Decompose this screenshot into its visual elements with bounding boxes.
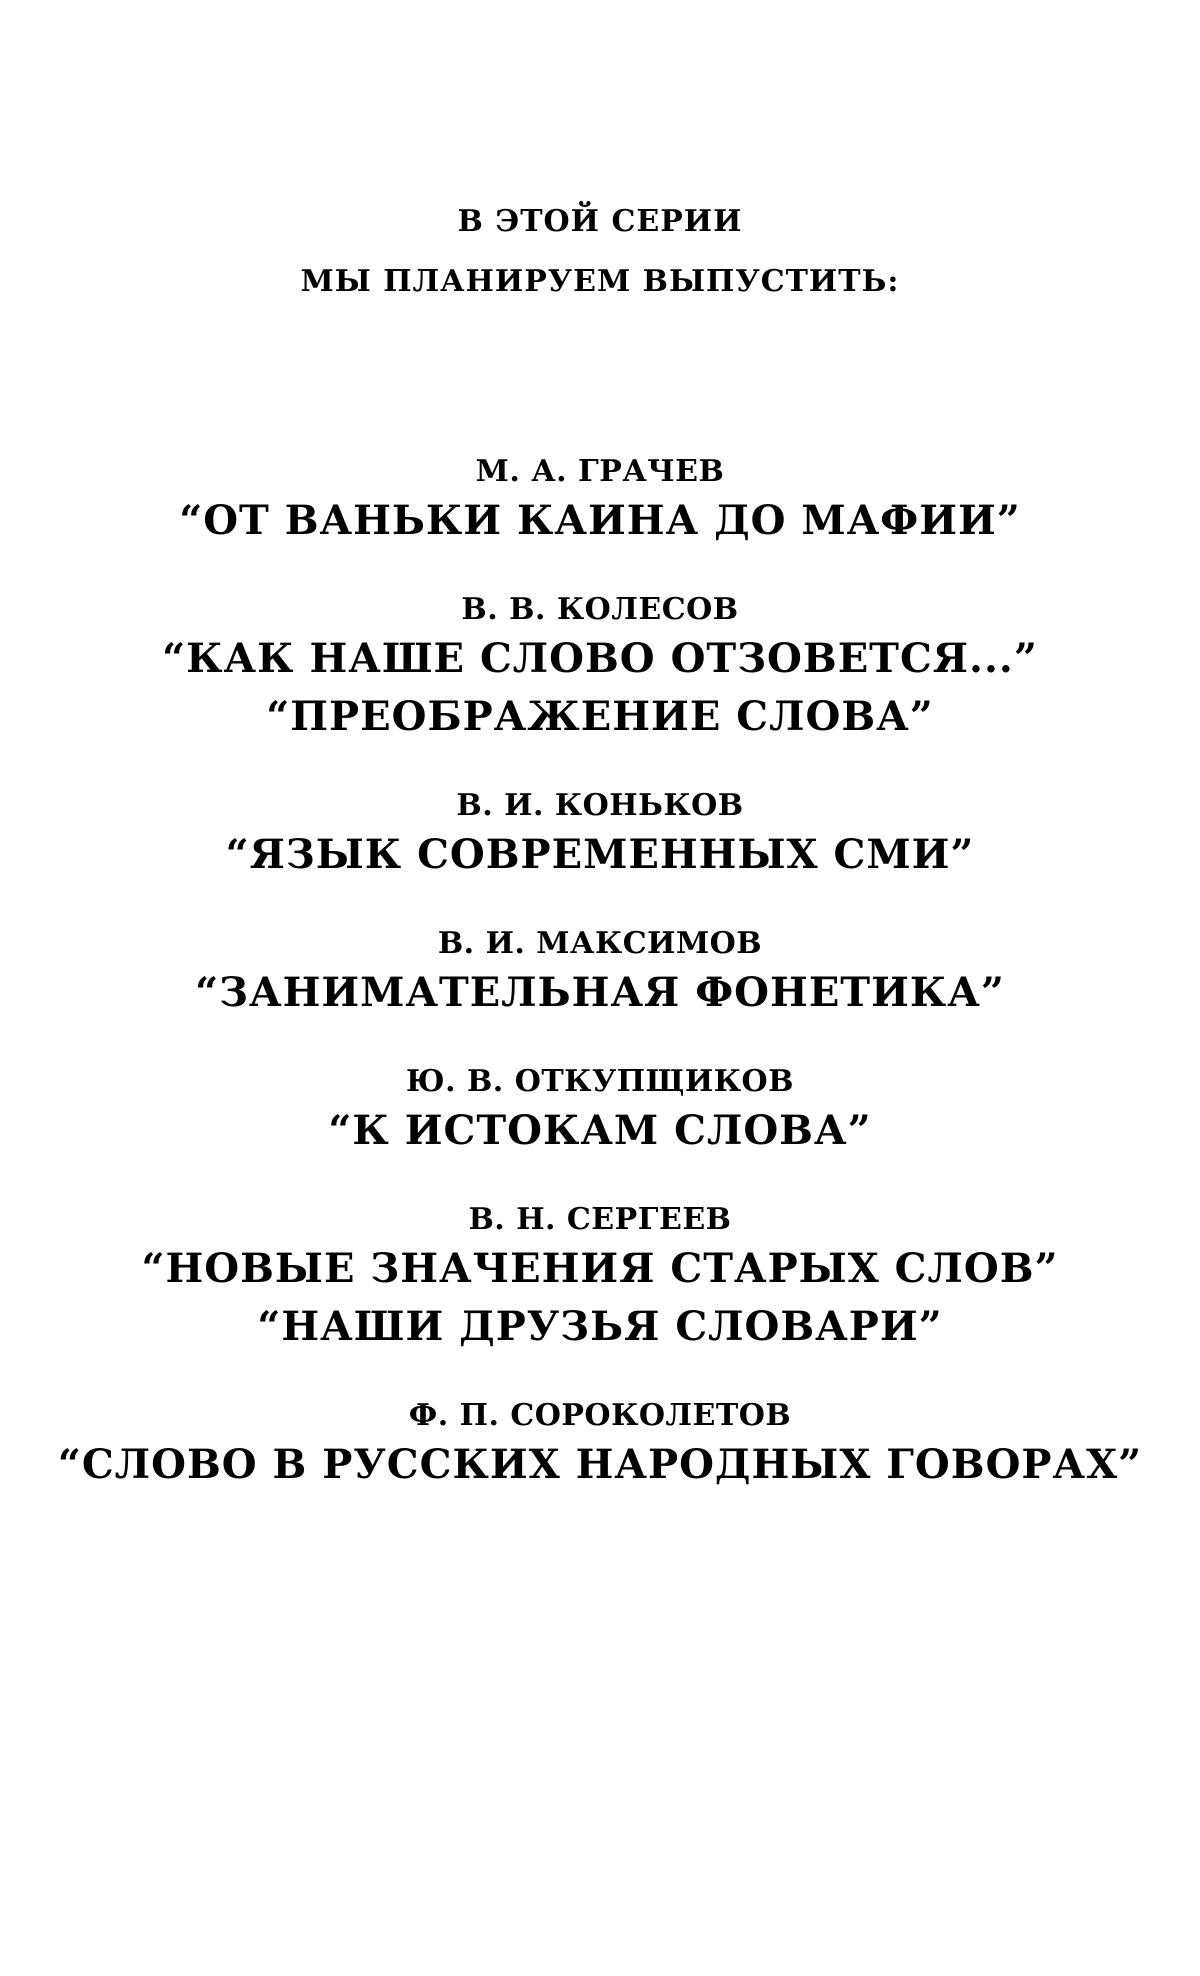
author-name: В. И. КОНЬКОВ (456, 788, 744, 823)
book-entry-otkupshchikov (0, 1062, 1200, 1160)
author-name: В. В. КОЛЕСОВ (461, 592, 739, 627)
author-name: В. Н. СЕРГЕЕВ (468, 1202, 732, 1237)
book-title: “ОТ ВАНЬКИ КАИНА ДО МАФИИ” (179, 497, 1021, 544)
book-entry-maksimov (0, 924, 1200, 1022)
book-entry-kolesov (0, 590, 1200, 746)
series-heading-line-1: В ЭТОЙ СЕРИИ (457, 204, 743, 239)
book-list (0, 452, 1200, 1534)
book-entry-grachev (0, 452, 1200, 550)
author-name: Ф. П. СОРОКОЛЕТОВ (408, 1398, 792, 1433)
book-title: “НАШИ ДРУЗЬЯ СЛОВАРИ” (257, 1303, 943, 1350)
series-heading (0, 192, 1200, 312)
book-title: “ЯЗЫК СОВРЕМЕННЫХ СМИ” (225, 831, 975, 878)
book-entry-sorokoletov (0, 1396, 1200, 1494)
author-name: Ю. В. ОТКУПЩИКОВ (405, 1064, 795, 1099)
book-entry-sergeev (0, 1200, 1200, 1356)
book-title: “К ИСТОКАМ СЛОВА” (328, 1107, 872, 1154)
book-title: “ЗАНИМАТЕЛЬНАЯ ФОНЕТИКА” (195, 969, 1005, 1016)
book-title: “КАК НАШЕ СЛОВО ОТЗОВЕТСЯ...” (162, 635, 1038, 682)
author-name: М. А. ГРАЧЕВ (475, 454, 725, 489)
series-heading-line-2: МЫ ПЛАНИРУЕМ ВЫПУСТИТЬ: (300, 264, 900, 299)
book-title: “НОВЫЕ ЗНАЧЕНИЯ СТАРЫХ СЛОВ” (141, 1245, 1059, 1292)
book-entry-konkov (0, 786, 1200, 884)
book-title: “СЛОВО В РУССКИХ НАРОДНЫХ ГОВОРАХ” (57, 1441, 1143, 1488)
author-name: В. И. МАКСИМОВ (437, 926, 763, 961)
book-title: “ПРЕОБРАЖЕНИЕ СЛОВА” (266, 693, 934, 740)
